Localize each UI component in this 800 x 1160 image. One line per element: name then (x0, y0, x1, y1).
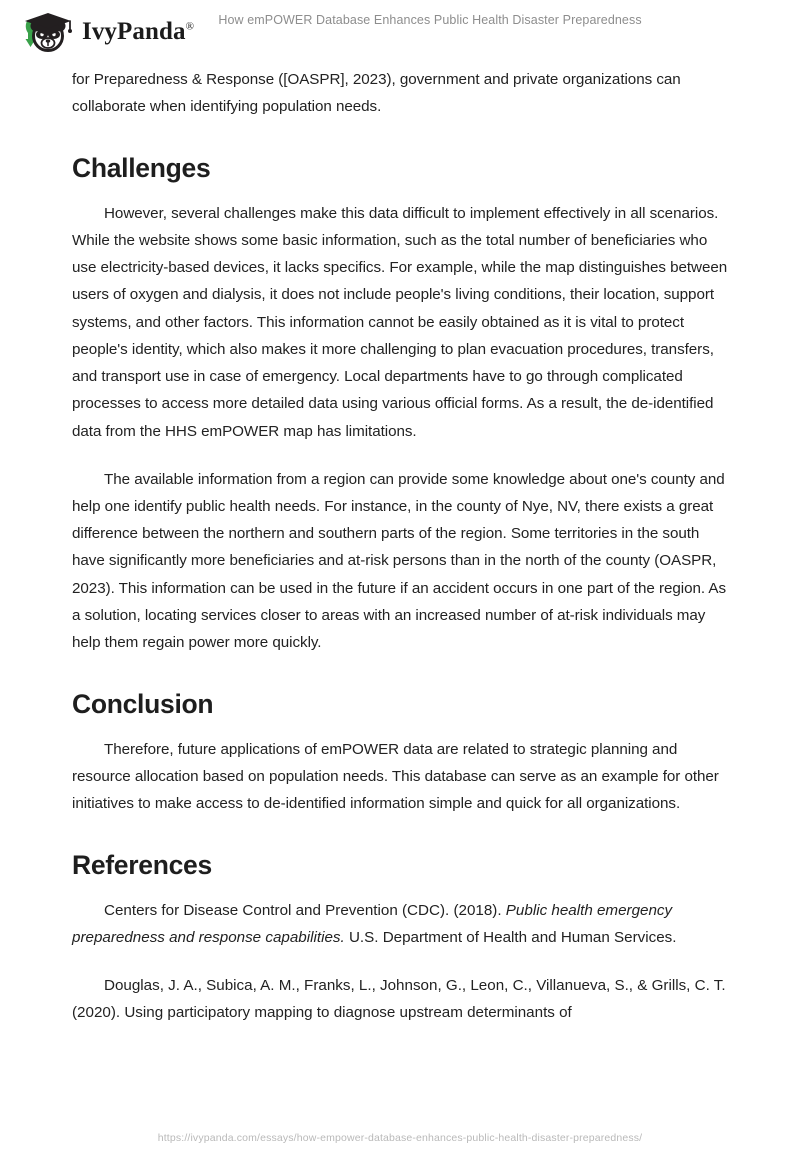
brand-name: IvyPanda® (82, 17, 195, 45)
registered-trademark-icon: ® (185, 20, 195, 33)
section-heading-challenges: Challenges (72, 153, 211, 184)
reference-pre-text: Centers for Disease Control and Prevention (CDC). (2018). (104, 901, 506, 919)
page-header (0, 0, 800, 62)
reference-entry (72, 972, 728, 1026)
reference-italic-title: Public health emergency preparedness and response capabilities. (72, 901, 673, 946)
running-header-title: How emPOWER Database Enhances Public Health Disaster Preparedness (218, 13, 642, 27)
continued-paragraph: for Preparedness & Response ([OASPR], 2023), government and private organizations can collaborate when identifying population needs. (72, 71, 681, 116)
page-footer (0, 1128, 800, 1146)
reference-pre-text: Douglas, J. A., Subica, A. M., Franks, L., Johnson, G., Leon, C., Villanueva, S., & Grills, C. T. (2020). Using participatory mapping to diagnose upstream determinants of (72, 977, 726, 1022)
paragraph-conclusion-1: Therefore, future applications of emPOWER data are related to strategic planning and resource allocation based on population needs. This database can serve as an example for other initiatives to make access to de-identified information simple and quick for all organizations. (72, 740, 719, 812)
section-heading-references: References (72, 850, 212, 881)
section-heading-conclusion: Conclusion (72, 689, 214, 720)
paragraph-challenges-1: However, several challenges make this data difficult to implement effectively in all scenarios. While the website shows some basic information, such as the total number of beneficiaries who use electricity-based devices, it lacks specifics. For example, while the map distinguishes between users of oxygen and dialysis, it does not include people's living conditions, their location, support systems, and other factors. This information cannot be easily obtained as it is vital to protect people's identity, which also makes it more challenging to plan evacuation procedures, transfers, and transport use in case of emergency. Local departments have to go through complicated processes to access more detailed data using various official forms. As a result, the de-identified data from the HHS emPOWER map has limitations. (72, 204, 728, 440)
reference-entry (72, 897, 728, 951)
document-body (72, 66, 728, 1026)
paragraph-challenges-2: The available information from a region can provide some knowledge about one's county and help one identify public health needs. For instance, in the county of Nye, NV, there exists a great difference between the northern and southern parts of the region. Some territories in the south have significantly more beneficiaries and at-risk persons than in the north of the county (OASPR, 2023). This information can be used in the future if an accident occurs in one part of the region. As a solution, locating services closer to areas with an increased number of at-risk individuals may help them regain power more quickly. (72, 470, 727, 651)
reference-post-text: U.S. Department of Health and Human Services. (344, 928, 677, 946)
source-url-link[interactable]: https://ivypanda.com/essays/how-empower-database-enhances-public-health-disaster-preparedness/ (157, 1132, 643, 1144)
